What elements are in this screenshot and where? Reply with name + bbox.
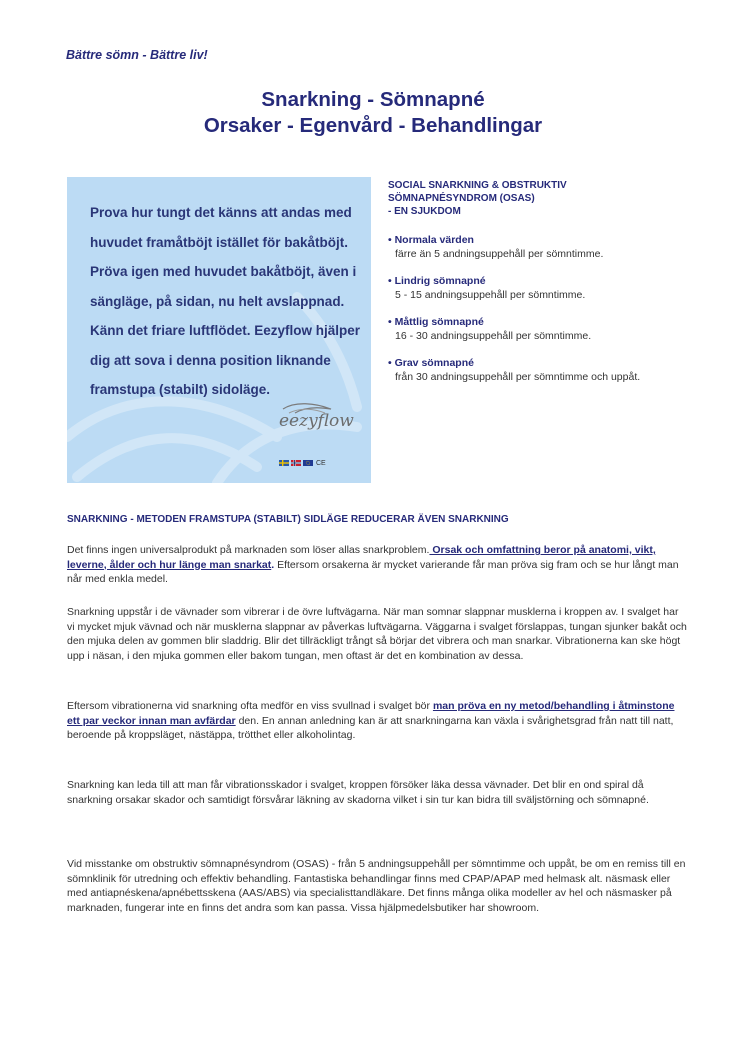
osas-heading-line3: - EN SJUKDOM [388, 206, 461, 217]
article-heading: SNARKNING - METODEN FRAMSTUPA (STABILT) SIDLÄGE REDUCERAR ÄVEN SNARKNING [67, 514, 509, 525]
p3-emphasis: man pröva en ny metod/behandling i åtminstone ett par veckor innan man avfärdar [67, 700, 675, 727]
page-title: Snarkning - Sömnapné [261, 88, 485, 111]
osas-heading [388, 179, 688, 218]
promo-box [67, 177, 371, 483]
grade-item [388, 315, 688, 344]
eu-flag-icon [303, 460, 313, 466]
ce-mark: CE [316, 459, 326, 467]
article-paragraph-1 [67, 543, 687, 587]
grade-description: färre än 5 andningsuppehåll per sömntimme. [395, 248, 604, 260]
grade-item [388, 233, 688, 262]
tagline: Bättre sömn - Bättre liv! [66, 48, 208, 62]
grade-description: 16 - 30 andningsuppehåll per sömntimme. [395, 330, 592, 342]
promo-text: Prova hur tungt det känns att andas med huvudet framåtböjt istället för bakåtböjt. Pröva igen med huvudet bakåtböjt, även i sängläge, på sidan, nu helt avslappnad. Känn det friare luftflödet. Eezyflow hjälper dig att sova i denna position liknande framstupa (stabilt) sidoläge. [90, 205, 361, 397]
p3-text-b: den. En annan anledning kan är att snarkningarna kan växla i svårighetsgrad från natt till natt, beroende på kroppsläget, nästäppa, trötthet eller alkoholintag. [67, 714, 674, 741]
grade-description: från 30 andningsuppehåll per sömntimme och uppåt. [395, 371, 641, 383]
osas-heading-line1: SOCIAL SNARKNING & OBSTRUKTIV [388, 180, 567, 191]
osas-heading-line2: SÖMNAPNÉSYNDROM (OSAS) [388, 193, 535, 204]
p1-text-c: Eftersom orsakerna är mycket varierande får man pröva sig fram och se hur långt man når med enkla medel. [67, 558, 679, 585]
article-paragraph-5: Vid misstanke om obstruktiv sömnapnésyndrom (OSAS) - från 5 andningsuppehåll per sömntimme och uppåt, be om en remiss till en sömnklinik för utredning och effektiv behandling. Fantastiska behandlingar finns med CPAP/APAP med helmask alt. näsmask eller med antiapnéskena/apnébettsskena (AAS/ABS) via specialisttandläkare. Det finns många olika modeller av hel och näsmasker på marknaden, fungerar inte en finns det andra som kan passa. Vissa hjälpmedelsbutiker har showroom. [67, 858, 686, 914]
grade-label: • Måttlig sömnapné [388, 316, 484, 328]
grade-label: • Grav sömnapné [388, 357, 474, 369]
article-paragraph-3 [67, 699, 687, 743]
grade-item [388, 356, 688, 385]
country-flags [279, 459, 326, 467]
logo-wordmark: eezyflow [279, 411, 354, 431]
eezyflow-logo [275, 401, 354, 441]
sweden-flag-icon [279, 460, 289, 466]
grade-item [388, 274, 688, 303]
grade-description: 5 - 15 andningsuppehåll per sömntimme. [395, 289, 586, 301]
p1-text-b: . [271, 558, 275, 571]
grade-label: • Normala värden [388, 234, 474, 246]
norway-flag-icon [291, 460, 301, 466]
grade-label: • Lindrig sömnapné [388, 275, 486, 287]
p3-text-a: Eftersom vibrationerna vid snarkning ofta medför en viss svullnad i svalget bör [67, 700, 433, 712]
p1-emphasis: Orsak och omfattning beror på anatomi, vikt, leverne, ålder och hur länge man snarkat [67, 544, 656, 571]
article-paragraph-4: Snarkning kan leda till att man får vibrationsskador i svalget, kroppen försöker läka dessa vävnader. Det blir en ond spiral då snarkning orsakar skador och samtidigt försvårar läkning av skadorna vilket i sin tur kan bidra till sväljstörning och sömnapné. [67, 779, 649, 806]
article-paragraph-2: Snarkning uppstår i de vävnader som vibrerar i de övre luftvägarna. När man somnar slappnar musklerna i kroppen av. I svalget har vi mycket mjuk vävnad och när musklerna slappnar av påverkas luftvägarna. Väggarna i svalget förslappas, tungan sjunker bakåt och den mjuka delen av gommen blir sladdrig. Blir det tillräckligt trångt så börjar det vibrera och man snarkar. Vibrationerna kan ske högt upp i näsan, i den mjuka gommen eller bakom tungan, men oftast är det en kombination av dessa. [67, 606, 687, 662]
page-subtitle: Orsaker - Egenvård - Behandlingar [203, 114, 543, 137]
osas-panel [388, 179, 688, 397]
p1-text-a: Det finns ingen universalprodukt på marknaden som löser allas snarkproblem. [67, 544, 430, 556]
